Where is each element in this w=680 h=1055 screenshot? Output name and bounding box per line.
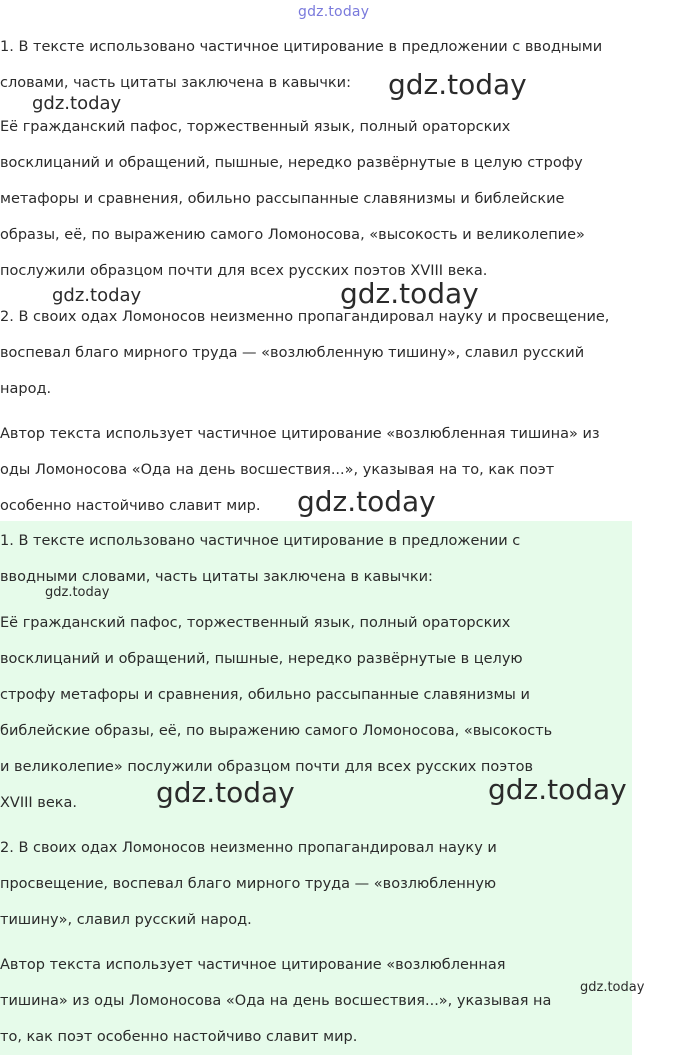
text-line: послужили образцом почти для всех русских поэтов XVIII века. [0,263,488,279]
text-line: 1. В тексте использовано частичное цитирование в предложении с вводными [0,39,603,55]
header-watermark: gdz.today [298,4,370,20]
text-line: то, как поэт особенно настойчиво славит мир. [0,1029,358,1045]
text-line: образы, её, по выражению самого Ломоносова, «высокость и великолепие» [0,227,585,243]
watermark: gdz.today [388,68,527,101]
text-line: библейские образы, её, по выражению самого Ломоносова, «высокость [0,723,553,739]
text-line: 1. В тексте использовано частичное цитирование в предложении с [0,533,521,549]
text-line: воспевал благо мирного труда — «возлюбленную тишину», славил русский [0,345,585,361]
text-line: просвещение, воспевал благо мирного труда — «возлюбленную [0,876,497,892]
text-line: 2. В своих одах Ломоносов неизменно пропагандировал науку и [0,840,497,856]
text-line: тишину», славил русский народ. [0,912,252,928]
watermark: gdz.today [580,980,645,995]
watermark: gdz.today [156,776,295,809]
text-line: строфу метафоры и сравнения, обильно рассыпанные славянизмы и [0,687,530,703]
text-line: Её гражданский пафос, торжественный язык, полный ораторских [0,615,511,631]
watermark: gdz.today [45,585,110,600]
text-line: Автор текста использует частичное цитирование «возлюбленная [0,957,506,973]
text-line: словами, часть цитаты заключена в кавычки: [0,75,351,91]
text-line: метафоры и сравнения, обильно рассыпанные славянизмы и библейские [0,191,565,207]
watermark: gdz.today [297,485,436,518]
text-line: народ. [0,381,52,397]
watermark: gdz.today [488,773,627,806]
text-line: оды Ломоносова «Ода на день восшествия...», указывая на то, как поэт [0,462,555,478]
text-line: особенно настойчиво славит мир. [0,498,261,514]
text-line: тишина» из оды Ломоносова «Ода на день восшествия...», указывая на [0,993,552,1009]
text-line: вводными словами, часть цитаты заключена в кавычки: [0,569,433,585]
text-line: восклицаний и обращений, пышные, нередко развёрнутые в целую строфу [0,155,583,171]
text-line: и великолепие» послужили образцом почти для всех русских поэтов [0,759,534,775]
text-line: 2. В своих одах Ломоносов неизменно пропагандировал науку и просвещение, [0,309,610,325]
text-line: XVIII века. [0,795,78,811]
text-line: восклицаний и обращений, пышные, нередко развёрнутые в целую [0,651,523,667]
watermark: gdz.today [340,277,479,310]
watermark: gdz.today [52,285,142,306]
text-line: Автор текста использует частичное цитирование «возлюбленная тишина» из [0,426,600,442]
text-line: Её гражданский пафос, торжественный язык, полный ораторских [0,119,511,135]
watermark: gdz.today [32,93,122,114]
